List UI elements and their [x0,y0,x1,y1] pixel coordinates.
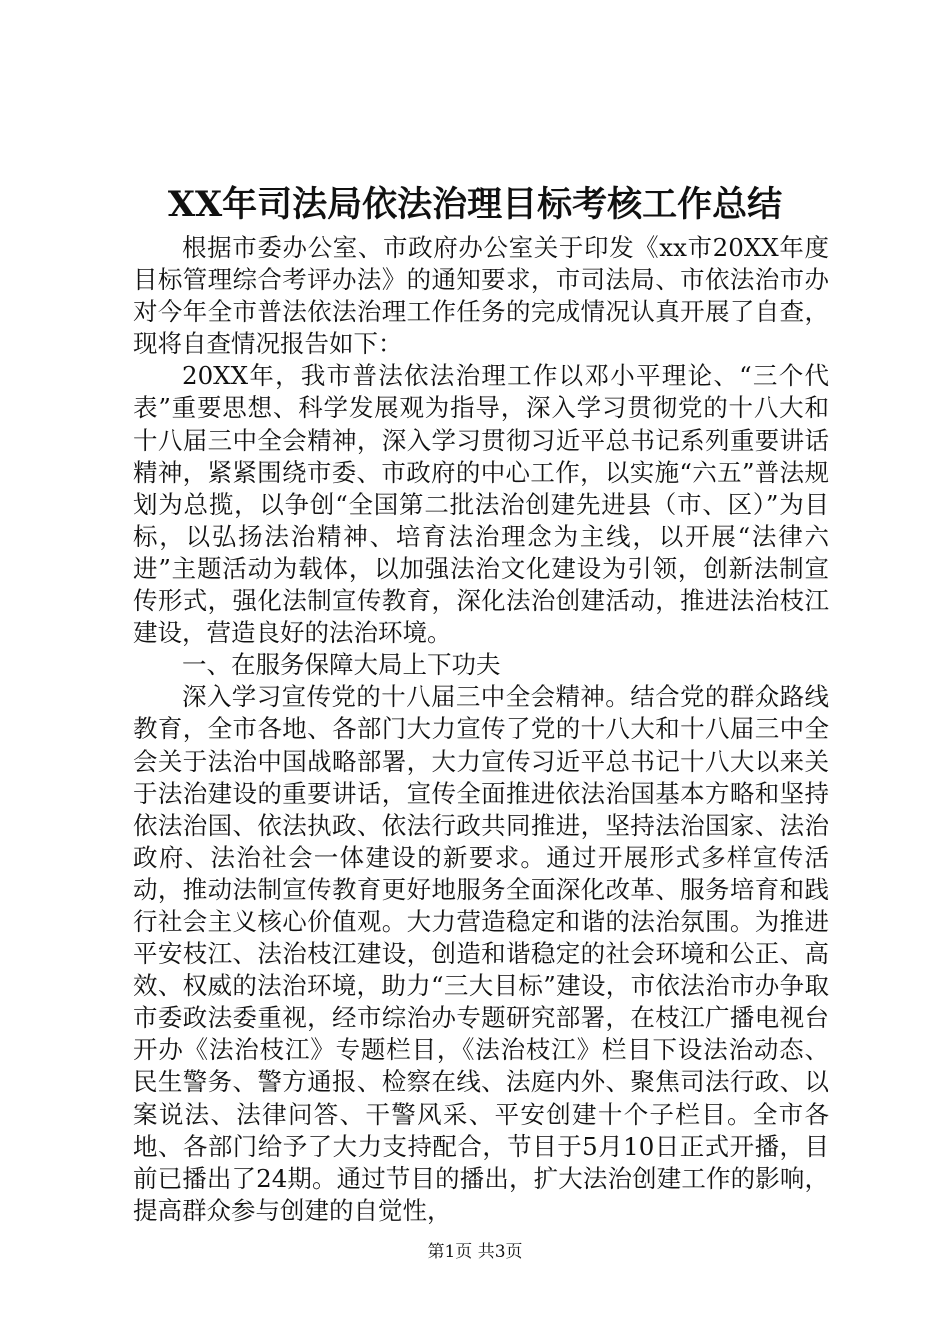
paragraph-intro: 根据市委办公室、市政府办公室关于印发《xx市20XX年度目标管理综合考评办法》的通知要求，市司法局、市依法治市办对今年全市普法依法治理工作任务的完成情况认真开展了自查，现将自查情况报告如下： [133,233,829,359]
document-title: XX年司法局依法治理目标考核工作总结 [167,184,783,225]
paragraph-section-1: 深入学习宣传党的十八届三中全会精神。结合党的群众路线教育，全市各地、各部门大力宣传了党的十八大和十八届三中全会关于法治中国战略部署，大力宣传习近平总书记十八大以来关于法治建设的重要讲话，宣传全面推进依法治国基本方略和坚持依法治国、依法执政、依法行政共同推进，坚持法治国家、法治政府、法治社会一体建设的新要求。通过开展形式多样宣传活动，推动法制宣传教育更好地服务全面深化改革、服务培育和践行社会主义核心价值观。大力营造稳定和谐的法治氛围。为推进平安枝江、法治枝江建设，创造和谐稳定的社会环境和公正、高效、权威的法治环境，助力“三大目标”建设，市依法治市办争取市委政法委重视，经市综治办专题研究部署，在枝江广播电视台开办《法治枝江》专题栏目，《法治枝江》栏目下设法治动态、民生警务、警方通报、检察在线、法庭内外、聚焦司法行政、以案说法、法律问答、干警风采、平安创建十个子栏目。全市各地、各部门给予了大力支持配合，节目于5月10日正式开播，目前已播出了24期。通过节目的播出，扩大法治创建工作的影响，提高群众参与创建的自觉性， [133,682,829,1225]
section-heading-1: 一、在服务保障大局上下功夫 [182,650,501,680]
paragraph-overview: 20XX年，我市普法依法治理工作以邓小平理论、“三个代表”重要思想、科学发展观为指导，深入学习贯彻党的十八大和十八届三中全会精神，深入学习贯彻习近平总书记系列重要讲话精神，紧紧围绕市委、市政府的中心工作，以实施“六五”普法规划为总揽，以争创“全国第二批法治创建先进县（市、区）”为目标，以弘扬法治精神、培育法治理念为主线，以开展“法律六进”主题活动为载体，以加强法治文化建设为引领，创新法制宣传形式，强化法制宣传教育，深化法治创建活动，推进法治枝江建设，营造良好的法治环境。 [133,361,829,648]
page-number-footer: 第1页 共3页 [427,1242,523,1262]
document-body [133,232,829,1227]
